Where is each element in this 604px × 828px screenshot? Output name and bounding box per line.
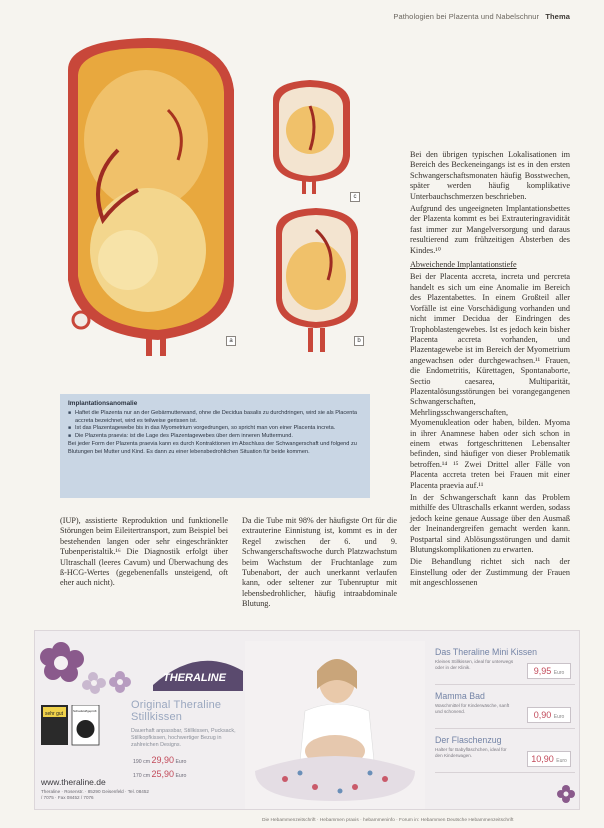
placenta-dot xyxy=(73,312,89,328)
figure-label-b: b xyxy=(354,336,364,346)
flower-corner-icon xyxy=(557,785,575,803)
brand-text xyxy=(131,699,241,748)
medium-uterus-b xyxy=(276,208,358,352)
product-item-desc: Halter für Babyfläschchen, ideal für den Kinderwagen. xyxy=(435,747,507,758)
paragraph: Die Behandlung richtet sich nach der Einstellung oder der Zustimmung der Frauen mit angeschlossenen xyxy=(410,557,570,588)
product-item-title: Mamma Bad xyxy=(435,691,485,701)
product-item-desc: Waschmittel für Kinderwäsche, sanft und schonend. xyxy=(435,703,510,714)
price-unit: Euro xyxy=(175,773,187,779)
lower-column-1: (IUP), assistierte Reproduktion und funktionelle Störungen beim Eileitertransport, zum Beispiel bei bestehenden langen oder sehr eingeschränkter Tubenperistaltik.¹⁶ Die Diagnostik erfolgt über Ultraschall (leeres Cavum) und Überwachung des ß-HCG-Wertes (gegebenenfalls unsteigend, oft eher auch nicht). xyxy=(60,516,228,588)
quality-badges xyxy=(41,705,97,765)
figure-label-c: c xyxy=(350,192,360,202)
product-item[interactable] xyxy=(435,647,575,685)
product-price-value: 0,90 xyxy=(533,710,552,720)
product-description: Dauerhaft anpassbar, Stillkissen, Pucksack, Stillkopfkissen, hochwertiger Bezug in zahlreichen Designs. xyxy=(131,728,236,748)
mother-baby-photo xyxy=(245,641,425,809)
paragraph: In der Schwangerschaft kann das Problem mithilfe des Ultraschalls erkannt werden, sodass jedoch keine genaue Aussage über den Ausmaß der Ineinandergreifen gemacht werden kann. Postpartal sind Ablösungsstörungen und damit Blutungskomplikationen zu erwarten. xyxy=(410,493,570,555)
website-url[interactable]: www.theraline.de xyxy=(41,777,106,787)
product-item-price xyxy=(527,751,571,767)
price-row-1 xyxy=(133,755,243,765)
small-uterus-c xyxy=(273,80,350,194)
illustration-svg xyxy=(48,30,418,360)
flower-icon xyxy=(39,637,109,697)
paragraph: Bei den übrigen typischen Lokalisationen im Bereich des Beckeneingangs ist es in den ersten Schwangerschaftsmonaten häufig Bosstwechen, später werden häufig komplikative Unterbauchschmerzen beschrieben. xyxy=(410,150,570,201)
product-price-unit: Euro xyxy=(556,758,567,764)
running-title: Pathologien bei Plazenta und Nabelschnur xyxy=(393,12,540,21)
product-price-unit: Euro xyxy=(553,670,565,676)
test-badge-icon xyxy=(41,705,101,765)
info-bullet: ■ Haftet die Plazenta nur an der Gebärmutterwand, ohne die Decidua basalis zu durchdringen, wird sie als Placenta accreta bezeichnet, wird es teilweise gerissen ist. xyxy=(68,410,362,426)
theraline-logo xyxy=(153,651,243,691)
small-flower-icon xyxy=(109,671,131,693)
price-label: 190 cm xyxy=(133,759,151,765)
info-box-tail: Bei jeder Form der Plazenta praevia kann es durch Kontraktionen im Abschluss der Schwangerschaft und folgend zu Blutungen bei Mutter und Kind. Es dann zu einer lebensbedrohlichen Situation für beide kommen. xyxy=(68,440,357,455)
large-uterus xyxy=(68,38,234,356)
theraline-advertisement xyxy=(34,630,580,810)
info-box-title: Implantationsanomalie xyxy=(68,400,138,407)
section-label: Thema xyxy=(545,12,570,21)
paragraph: Aufgrund des ungeeigneten Implantationsbettes der Plazenta kommt es bei Extrauteringravidität fast immer zur Mangelversorgung und daraus resultierend zum frühzeitigen Absterben des Kindes.¹⁰ xyxy=(410,204,570,255)
info-bullet: ■ Ist das Plazentagewebe bis in das Myometrium vorgedrungen, so spricht man von einer Placenta increta. xyxy=(68,425,362,433)
product-title: Original Theraline Stillkissen xyxy=(131,699,222,723)
paragraph: Bei der Placenta accreta, increta und percreta handelt es sich um eine Anomalie im Bereich des Plazentabettes. In einem Großteil aller Vorfälle ist eine Vorschädigung vorhanden und nicht immer Decidua der Eindringen des Trophoblastengewebes. Ist es jedoch kein bisher Placenta accreta vorhanden, und Plazentagewebe ist im Bereich der Myometrium angewachsen oder durchgewachsen.¹¹ Frauen, die Endometritis, Kürettagen, Spontanaborte, Sectio caesarea, Multiparität, Plazentalösungsstörungen bei vorangegangenen Schwangerschaften, Mehrlingsschwangerschaften, Myomenukleation oder haben, bilden. Myoma in ihrer Anamnese haben oder sich schon in einem etwas fortgeschrittenen Lebensalter befinden, sind häufiger von dieser Problematik betroffen.¹⁴ ¹⁵ Zwei Drittel aller Fälle von Placenta accreta treten bei Frauen mit einer Placenta praevia auf.¹¹ xyxy=(410,272,570,490)
subheading: Abweichende Implantationstiefe xyxy=(410,260,517,270)
badge-rating: sehr gut xyxy=(45,711,64,717)
product-price-unit: Euro xyxy=(553,714,565,720)
price-unit: Euro xyxy=(175,759,187,765)
lower-column-2: Da die Tube mit 98% der häufigste Ort für die extrauterine Einnistung ist, kommt es in der Regel zwischen der 6. und 9. Schwangerschaftswoche durch Platzwachstum beim Wachstum der Fruchtanlage zum Tubenabort, der auch unerkannt verlaufen kann, oder seltener zur Tubenruptur mit lebensbedrohlicher, häufig intraabdominale Blutung. xyxy=(242,516,397,609)
product-item-price xyxy=(527,707,571,723)
product-price-value: 9,95 xyxy=(533,666,552,676)
product-price-value: 10,90 xyxy=(531,754,554,764)
price-value: 25,90 xyxy=(151,769,174,779)
badge-tested: Schadstoffgeprüft xyxy=(73,709,97,713)
brand-name: THERALINE xyxy=(163,672,226,684)
company-address: Theraline · Rosenstr. · 85290 Geisenfeld · Tel. 08452 / 7075 · Fax 08452 / 7076 xyxy=(41,789,149,800)
price-row-2 xyxy=(133,769,243,779)
product-item[interactable] xyxy=(435,735,575,773)
running-head xyxy=(393,12,570,21)
info-bullet: ■ Die Plazenta praevia: ist die Lage des Plazentagewebes über dem inneren Muttermund. xyxy=(68,433,362,441)
price-value: 29,90 xyxy=(151,755,174,765)
footer-line: Die Hebammenzeitschrift · Hebammen praxis · hebammeninfo · Forum in: Hebammen Deutsche Hebammenzeitschrift xyxy=(262,818,514,823)
right-column-text xyxy=(410,150,570,591)
product-item-title: Das Theraline Mini Kissen xyxy=(435,647,538,657)
product-item[interactable] xyxy=(435,691,575,729)
figure-label-a: a xyxy=(226,336,236,346)
product-item-desc: Kleines Stillkissen, ideal für unterwegs oder in der Klinik. xyxy=(435,659,514,670)
product-item-title: Der Flaschenzug xyxy=(435,735,502,745)
product-item-price xyxy=(527,663,571,679)
info-box xyxy=(60,394,370,498)
uterus-illustration xyxy=(48,30,418,360)
price-label: 170 cm xyxy=(133,773,151,779)
